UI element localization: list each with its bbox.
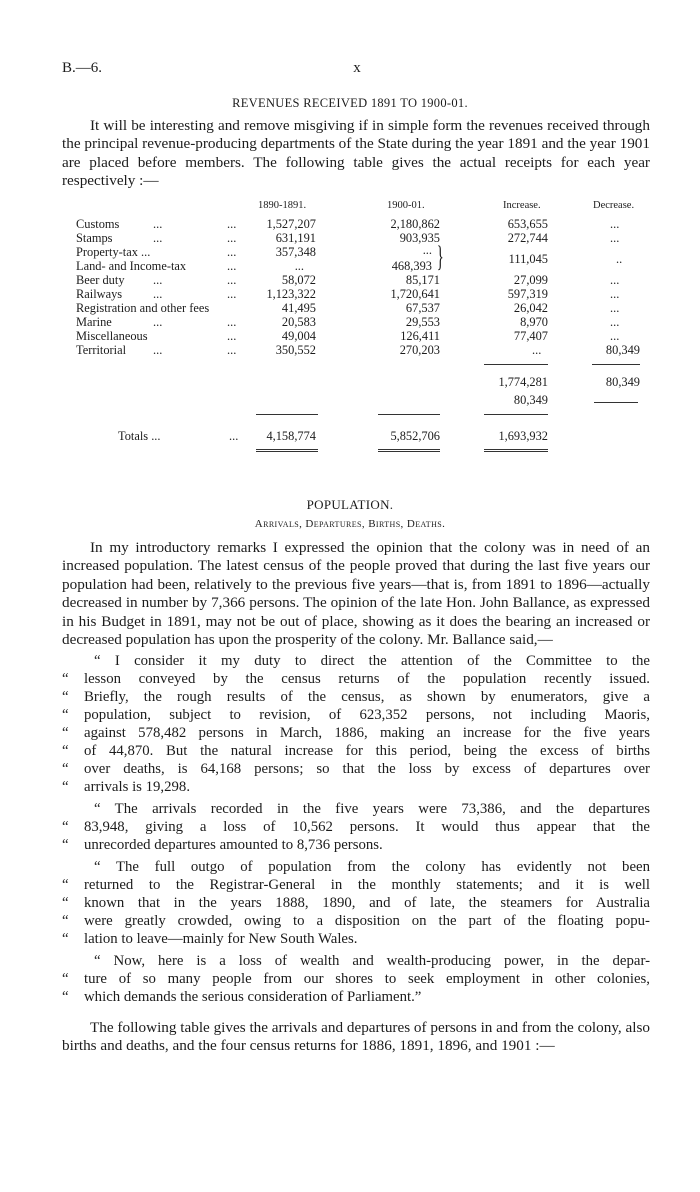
population-subtitle: Arrivals, Departures, Births, Deaths. [254, 518, 446, 530]
quote-text: Briefly, the rough results of the census, as shown by enumerators, give a [84, 689, 650, 705]
total-rule [378, 414, 440, 415]
quote-text: 83,948, giving a loss of 10,562 persons. It would thus appear that the [84, 819, 650, 835]
quote-text: which demands the serious consideration of Parliament.” [84, 989, 422, 1005]
quote-mark: “ [62, 837, 69, 853]
quote-mark: “ [62, 877, 69, 893]
quote-mark: “ [62, 707, 69, 723]
value-1901: 1,720,641 [390, 287, 440, 301]
row-label: Beer duty [76, 273, 125, 287]
quote-text: of 44,870. But the natural increase for this period, being the excess of births [84, 743, 650, 759]
quote-text: lesson conveyed by the census returns of the population recently issued. [84, 671, 650, 687]
quote-mark: “ [62, 671, 69, 687]
quote-line: “ The arrivals recorded in the five years were 73,386, and the departures [94, 801, 650, 817]
value-1891: 1,527,207 [266, 217, 316, 231]
row-leader: ... [227, 287, 237, 301]
quote-line: “ I consider it my duty to direct the attention of the Committee to the [94, 653, 650, 669]
quote-line [62, 671, 650, 689]
quote-line [62, 707, 650, 725]
quote-mark: “ [62, 971, 69, 987]
total-net-increase: 1,693,932 [498, 429, 548, 443]
column-header-increase: Increase. [503, 200, 541, 211]
row-leader: ... [227, 259, 237, 273]
row-leader: ... [153, 315, 163, 329]
value-1901: 126,411 [400, 329, 440, 343]
decrease-closing-rule [594, 402, 638, 403]
row-label: Land- and Income-tax [76, 259, 187, 273]
row-leader: ... [227, 315, 237, 329]
value-decrease: ... [610, 231, 620, 245]
row-label: Customs [76, 217, 120, 231]
row-label: Railways [76, 287, 123, 301]
value-decrease: ... [610, 217, 620, 231]
value-1891: 20,583 [281, 315, 316, 329]
page-header [62, 60, 652, 82]
quote-line: “ Now, here is a loss of wealth and wealth-producing power, in the depar- [94, 953, 650, 969]
quote-line [62, 819, 650, 837]
quote-text: ture of so many people from our shores to seek employment in other colonies, [84, 971, 650, 987]
value-decrease: ... [610, 287, 620, 301]
value-1891: 1,123,322 [266, 287, 316, 301]
row-leader: ... [227, 217, 237, 231]
column-header-1901: 1900-01. [387, 200, 425, 211]
total-rule [256, 414, 318, 415]
value-increase: 26,042 [513, 301, 548, 315]
revenue-intro-paragraph: It will be interesting and remove misgiving if in simple form the revenues received through the principal revenue-producing departments of the State during the year 1891 and the year 1901 are placed before members. The following table gives the actual receipts for each year respectively :— [62, 117, 650, 190]
row-label: Property-tax ... [76, 245, 151, 259]
value-1891: 357,348 [275, 245, 316, 259]
quote-line [62, 743, 650, 761]
value-increase: 8,970 [520, 315, 548, 329]
value-decrease: ... [610, 315, 620, 329]
value-increase: ... [532, 343, 542, 357]
total-1891: 4,158,774 [266, 429, 316, 443]
quote-line [62, 779, 650, 797]
quote-line [62, 931, 650, 949]
value-increase: 77,407 [513, 329, 548, 343]
row-leader: ... [153, 343, 163, 357]
value-increase: 272,744 [507, 231, 548, 245]
quote-mark: “ [62, 989, 69, 1005]
quote-text: were greatly crowded, owing to a disposition on the part of the floating popu- [84, 913, 650, 929]
quote-mark: “ [62, 689, 69, 705]
totals-leader: ... [229, 429, 239, 443]
population-paragraph-2: The following table gives the arrivals and departures of persons in and from the colony, also births and deaths, and the four census returns for 1886, 1891, 1896, and 1901 :— [62, 1019, 650, 1055]
total-double-rule [256, 449, 318, 452]
value-decrease: 80,349 [605, 343, 640, 357]
value-1891: 350,552 [275, 343, 316, 357]
value-1891: 58,072 [281, 273, 316, 287]
value-1901: 468,393 [391, 259, 432, 273]
total-1901: 5,852,706 [390, 429, 440, 443]
quote-mark: “ [62, 931, 69, 947]
value-1891: ... [294, 259, 304, 273]
brace-glyph: } [436, 240, 444, 273]
row-leader: ... [227, 231, 237, 245]
quote-line [62, 989, 650, 1007]
quote-line [62, 837, 650, 855]
quote-line [62, 877, 650, 895]
column-header-decrease: Decrease. [593, 200, 635, 211]
value-1901: 85,171 [405, 273, 440, 287]
quote-line [62, 761, 650, 779]
quote-text: arrivals is 19,298. [84, 779, 191, 795]
subtotal-rule [592, 364, 640, 365]
increase-subtotal: 1,774,281 [498, 375, 548, 389]
quote-mark: “ [62, 725, 69, 741]
row-label: Stamps [76, 231, 113, 245]
decrease-subtotal: 80,349 [605, 375, 640, 389]
row-label: Miscellaneous [76, 329, 148, 343]
row-leader: ... [153, 217, 163, 231]
quote-mark: “ [62, 743, 69, 759]
row-label: Registration and other fees [76, 301, 210, 315]
row-leader: ... [153, 287, 163, 301]
population-section-title: POPULATION. [306, 497, 394, 512]
quote-text: over deaths, is 64,168 persons; so that the loss by excess of departures over [84, 761, 650, 777]
value-increase: 27,099 [513, 273, 548, 287]
value-1901: 2,180,862 [390, 217, 440, 231]
subtotal-rule [484, 364, 548, 365]
row-leader: ... [227, 329, 237, 343]
totals-label: Totals ... [118, 429, 161, 443]
quote-mark: “ [62, 913, 69, 929]
total-double-rule [484, 449, 548, 452]
less-decrease-value: 80,349 [513, 393, 548, 407]
quote-text: known that in the years 1888, 1890, and of late, the steamers for Australia [84, 895, 650, 911]
value-1901: 67,537 [405, 301, 440, 315]
value-decrease: .. [616, 252, 623, 266]
quote-mark: “ [62, 761, 69, 777]
quote-mark: “ [62, 895, 69, 911]
quote-line [62, 689, 650, 707]
column-header-1891: 1890-1891. [258, 200, 307, 211]
quote-text: against 578,482 persons in March, 1886, making an increase for the five years [84, 725, 650, 741]
row-leader: ... [227, 343, 237, 357]
value-decrease: ... [610, 301, 620, 315]
row-label: Marine [76, 315, 112, 329]
value-increase: 597,319 [507, 287, 548, 301]
row-leader: ... [227, 273, 237, 287]
quote-line [62, 971, 650, 989]
value-1901: 29,553 [405, 315, 440, 329]
value-decrease: ... [610, 273, 620, 287]
quote-line [62, 725, 650, 743]
value-1901: 270,203 [399, 343, 440, 357]
value-1891: 41,495 [281, 301, 316, 315]
quote-line: “ The full outgo of population from the colony has evidently not been [94, 859, 650, 875]
quote-text: returned to the Registrar-General in the monthly statements; and it is well [84, 877, 650, 893]
value-1901: ... [422, 243, 432, 257]
value-1901: 903,935 [399, 231, 440, 245]
population-paragraph-1: In my introductory remarks I expressed the opinion that the colony was in need of an increased population. The latest census of the people proved that during the last five years our population had been, relatively to the previous five years—that is, from 1891 to 1896—actually decreased in number by 7,366 persons. The opinion of the late Hon. John Ballance, as expressed in his Budget in 1891, may not be out of place, showing as it does the bearing an increased or decreased population has upon the prosperity of the colony. Mr. Ballance said,— [62, 539, 650, 649]
row-leader: ... [227, 245, 237, 259]
revenue-section-title: REVENUES RECEIVED 1891 TO 1900-01. [232, 96, 468, 110]
quote-text: unrecorded departures amounted to 8,736 persons. [84, 837, 383, 853]
total-rule [484, 414, 548, 415]
value-increase: 111,045 [508, 252, 548, 266]
document-reference: B.—6. [62, 60, 103, 76]
value-1891: 49,004 [281, 329, 316, 343]
quote-line [62, 913, 650, 931]
value-increase: 653,655 [507, 217, 548, 231]
page-numeral: x [353, 60, 361, 76]
total-double-rule [378, 449, 440, 452]
value-1891: 631,191 [275, 231, 316, 245]
row-leader: ... [153, 273, 163, 287]
row-label: Territorial [76, 343, 127, 357]
row-leader: ... [153, 231, 163, 245]
value-decrease: ... [610, 329, 620, 343]
quote-line [62, 895, 650, 913]
quote-text: lation to leave—mainly for New South Wales. [84, 931, 358, 947]
quote-text: population, subject to revision, of 623,352 persons, not including Maoris, [84, 707, 650, 723]
quote-mark: “ [62, 779, 69, 795]
quote-mark: “ [62, 819, 69, 835]
